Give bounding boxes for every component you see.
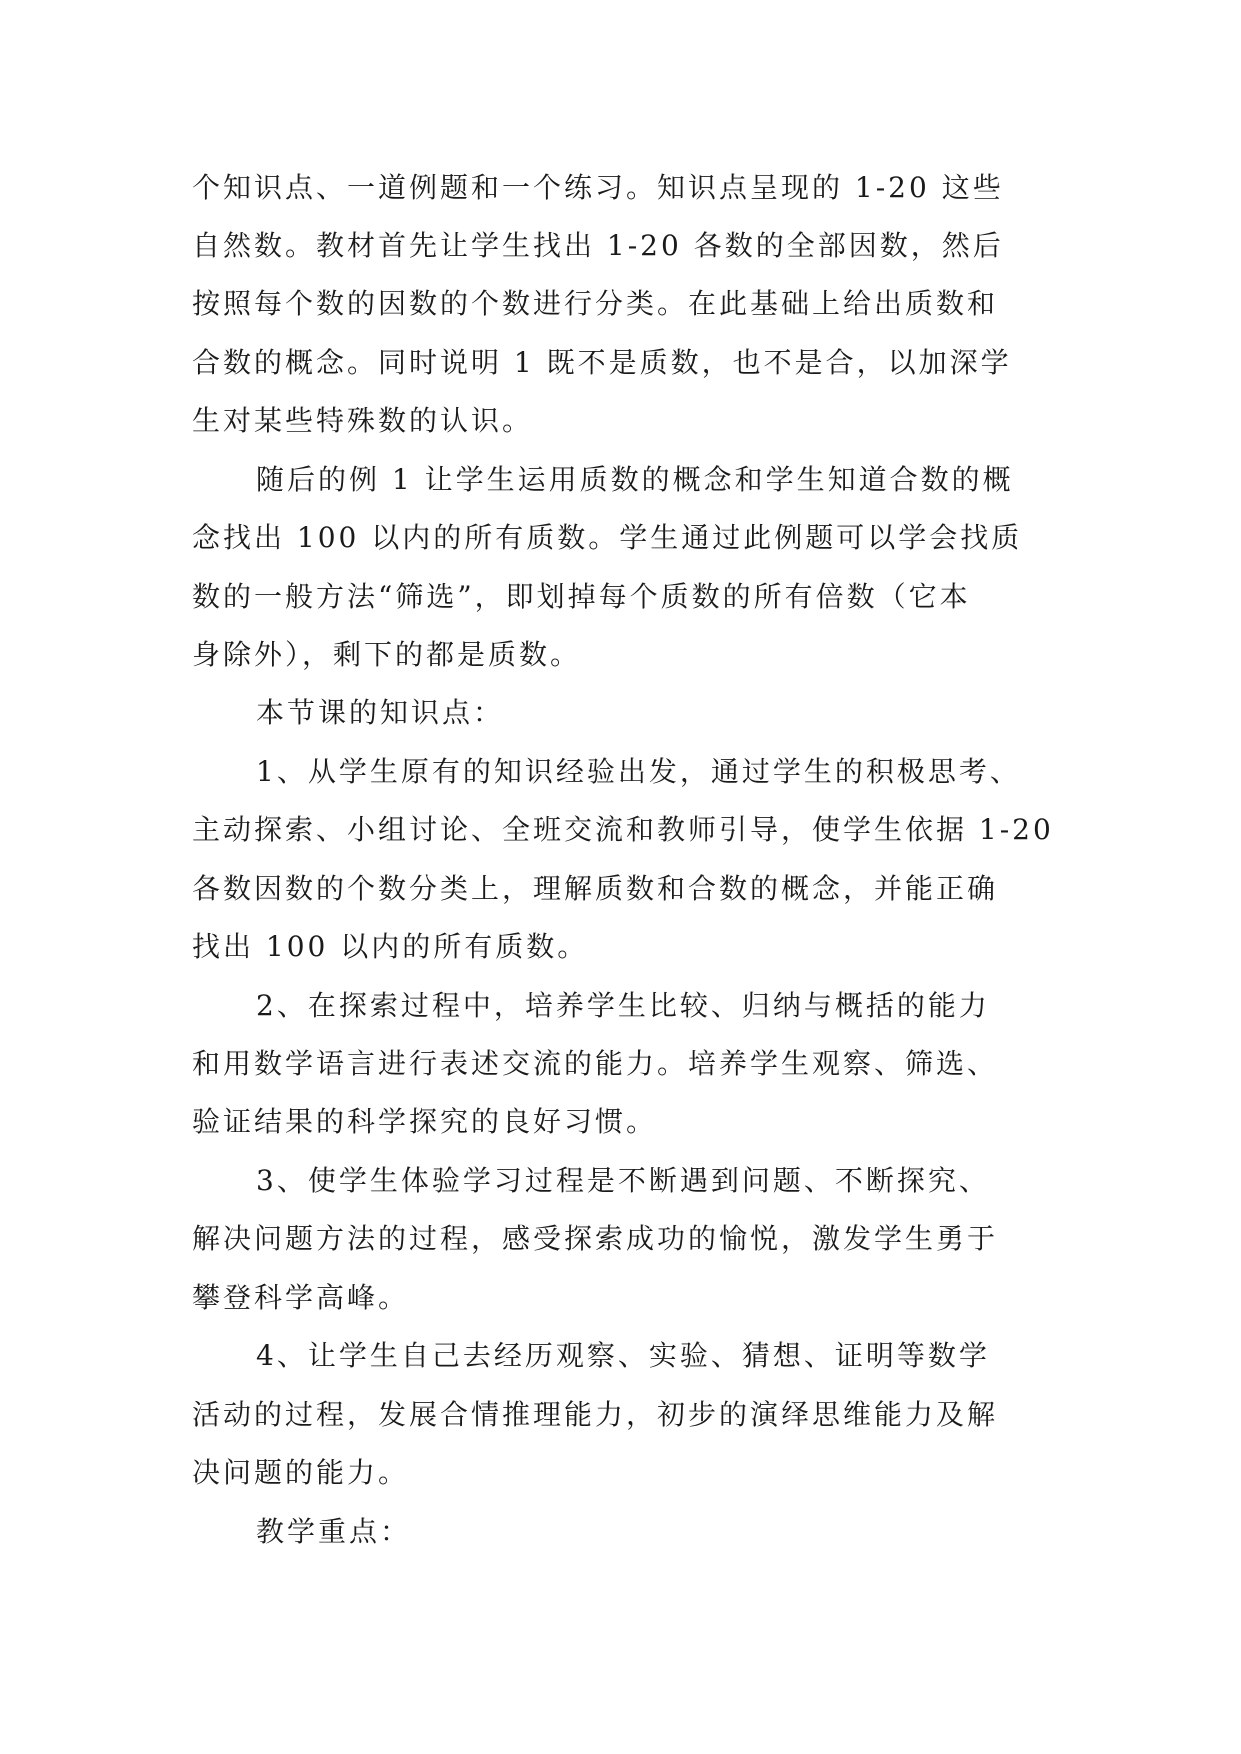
text-line: 3、使学生体验学习过程是不断遇到问题、不断探究、 <box>256 1164 990 1197</box>
text-line: 和用数学语言进行表述交流的能力。培养学生观察、筛选、 <box>192 1047 999 1080</box>
text-line: 念找出 100 以内的所有质数。学生通过此例题可以学会找质 <box>192 521 1023 554</box>
text-line: 各数因数的个数分类上，理解质数和合数的概念，并能正确 <box>192 872 999 905</box>
text-line: 个知识点、一道例题和一个练习。知识点呈现的 1-20 这些 <box>192 171 1004 204</box>
text-line: 身除外），剩下的都是质数。 <box>192 638 582 671</box>
text-line: 自然数。教材首先让学生找出 1-20 各数的全部因数，然后 <box>192 229 1004 262</box>
text-line: 随后的例 1 让学生运用质数的概念和学生知道合数的概 <box>256 463 1014 496</box>
text-line: 找出 100 以内的所有质数。 <box>192 930 589 963</box>
text-line: 1、从学生原有的知识经验出发，通过学生的积极思考、 <box>256 755 1021 788</box>
text-line: 攀登科学高峰。 <box>192 1281 410 1314</box>
text-line: 活动的过程，发展合情推理能力，初步的演绎思维能力及解 <box>192 1398 999 1431</box>
text-line: 决问题的能力。 <box>192 1456 410 1489</box>
text-line: 生对某些特殊数的认识。 <box>192 404 534 437</box>
text-line: 主动探索、小组讨论、全班交流和教师引导，使学生依据 1-20 <box>192 813 1054 846</box>
text-line: 验证结果的科学探究的良好习惯。 <box>192 1105 658 1138</box>
section-heading: 本节课的知识点： <box>256 696 505 729</box>
text-line: 合数的概念。同时说明 1 既不是质数，也不是合，以加深学 <box>192 346 1012 379</box>
text-line: 按照每个数的因数的个数进行分类。在此基础上给出质数和 <box>192 287 999 320</box>
text-line: 2、在探索过程中，培养学生比较、归纳与概括的能力 <box>256 989 990 1022</box>
text-line: 4、让学生自己去经历观察、实验、猜想、证明等数学 <box>256 1339 990 1372</box>
text-line: 数的一般方法“筛选”，即划掉每个质数的所有倍数（它本 <box>192 580 971 613</box>
section-heading: 教学重点： <box>256 1515 412 1548</box>
text-line: 解决问题方法的过程，感受探索成功的愉悦，激发学生勇于 <box>192 1222 999 1255</box>
